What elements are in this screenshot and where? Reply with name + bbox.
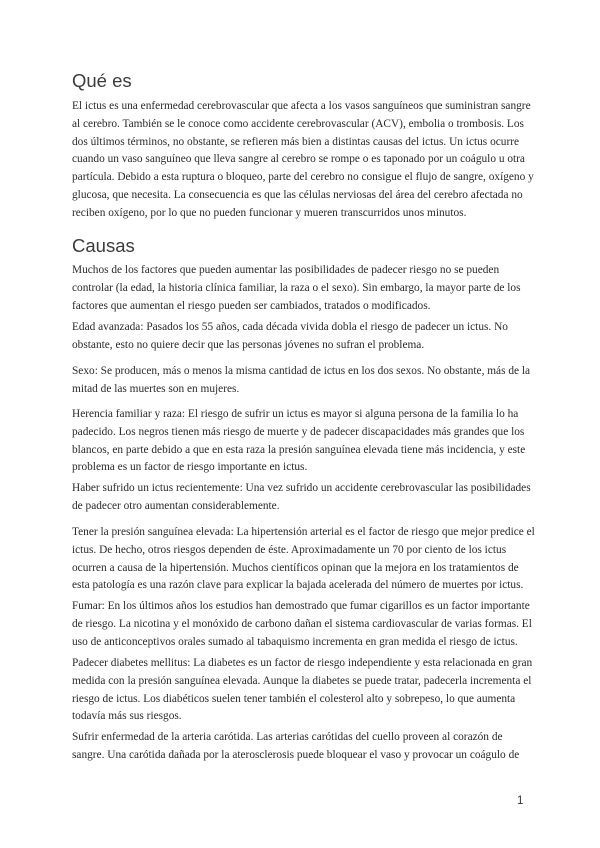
heading-que-es: Qué es — [72, 70, 132, 91]
text-line: blancos, en parte debido a que en esta raza la presión sanguínea elevada tiene más incidencia, y este — [72, 443, 526, 456]
text-line: esta patología es una razón clave para explicar la bajada acelerada del número de muertes por ictus. — [72, 579, 524, 592]
text-line: mitad de las muertes son en mujeres. — [72, 382, 240, 395]
text-line: El ictus es una enfermedad cerebrovascular que afecta a los vasos sanguíneos que suministran sangre — [72, 100, 531, 112]
text-line: todavía más sus riesgos. — [72, 710, 182, 723]
text-line: Herencia familiar y raza: El riesgo de sufrir un ictus es mayor si alguna persona de la familia lo ha — [72, 408, 519, 420]
text-line: ictus. De hecho, otros riesgos dependen de éste. Aproximadamente un 70 por ciento de los ictus — [72, 543, 507, 556]
text-line: Padecer diabetes mellitus: La diabetes es un factor de riesgo independiente y esta relacionada en gran — [72, 657, 533, 669]
text-line: de padecer otro aumentan considerablemente. — [72, 499, 280, 512]
heading-causas: Causas — [72, 235, 135, 256]
text-line: reciben oxígeno, por lo que no pueden funcionar y mueren transcurridos unos minutos. — [72, 206, 467, 219]
text-line: factores que aumentan el riesgo pueden ser cambiados, tratados o modificados. — [72, 299, 431, 312]
text-line: Tener la presión sanguínea elevada: La hipertensión arterial es el factor de riesgo que mejor predice el — [72, 526, 535, 538]
text-line: dos últimos términos, no obstante, se refieren más bien a distintas causas del ictus. Un ictus ocurre — [72, 135, 520, 148]
paragraph-presion — [72, 524, 542, 595]
text-line: obstante, esto no quiere decir que las personas jóvenes no sufran el problema. — [72, 338, 425, 351]
text-line: partícula. Debido a esta ruptura o bloqueo, parte del cerebro no consigue el flujo de sangre, oxígeno y — [72, 171, 534, 184]
paragraph-edad — [72, 319, 542, 355]
paragraph-fumar — [72, 598, 542, 651]
text-line: Haber sufrido un ictus recientemente: Una vez sufrido un accidente cerebrovascular las posibilidades — [72, 482, 531, 494]
paragraph-sexo — [72, 363, 542, 399]
text-line: Sufrir enfermedad de la arteria carótida. Las arterias carótidas del cuello proveen al corazón de — [72, 731, 503, 743]
text-line: al cerebro. También se le conoce como accidente cerebrovascular (ACV), embolia o trombosis. Los — [72, 117, 524, 130]
text-line: uso de anticonceptivos orales sumado al tabaquismo incrementa en gran medida el riesgo de ictus. — [72, 635, 518, 648]
text-line: sangre. Una carótida dañada por la aterosclerosis puede bloquear el vaso y provocar un coágulo de — [72, 748, 520, 761]
text-line: Fumar: En los últimos años los estudios han demostrado que fumar cigarillos es un factor importante — [72, 600, 530, 612]
text-line: Muchos de los factores que pueden aumentar las posibilidades de padecer riesgo no se pueden — [72, 264, 500, 276]
text-line: Edad avanzada: Pasados los 55 años, cada década vivida dobla el riesgo de padecer un ictus. No — [72, 321, 508, 333]
text-line: riesgo de ictus. Los diabéticos suelen tener también el colesterol alto y sobrepeso, lo que aumenta — [72, 692, 516, 705]
paragraph-causas-intro — [72, 262, 542, 315]
text-line: glucosa, que necesita. La consecuencia es que las células nerviosas del área del cerebro afectada no — [72, 188, 523, 201]
text-line: Sexo: Se producen, más o menos la misma cantidad de ictus en los dos sexos. No obstante, más de la — [72, 365, 531, 377]
text-line: ocurren a causa de la hipertensión. Muchos científicos opinan que la mejora en los tratamientos de — [72, 561, 519, 574]
paragraph-diabetes — [72, 655, 542, 726]
text-line: cuando un vaso sanguíneo que lleva sangre al cerebro se rompe o es taponado por un coágulo u otra — [72, 153, 525, 166]
text-line: problema es un factor de riesgo importante en ictus. — [72, 461, 308, 474]
paragraph-definition — [72, 98, 542, 223]
text-line: controlar (la edad, la historia clínica familiar, la raza o el sexo). Sin embargo, la mayor parte de los — [72, 281, 521, 294]
text-line: padecido. Los negros tienen más riesgo de muerte y de padecer discapacidades más grandes que los — [72, 425, 525, 438]
text-line: medida con la presión sanguínea elevada. Aunque la diabetes se puede tratar, padecerla incrementa el — [72, 674, 532, 687]
paragraph-ictus-reciente — [72, 480, 542, 516]
paragraph-herencia — [72, 406, 542, 477]
paragraph-carotida — [72, 729, 542, 765]
page-number: 1 — [517, 795, 524, 807]
text-line: de riesgo. La nicotina y el monóxido de carbono dañan el sistema cardiovascular de varias formas. El — [72, 617, 532, 630]
